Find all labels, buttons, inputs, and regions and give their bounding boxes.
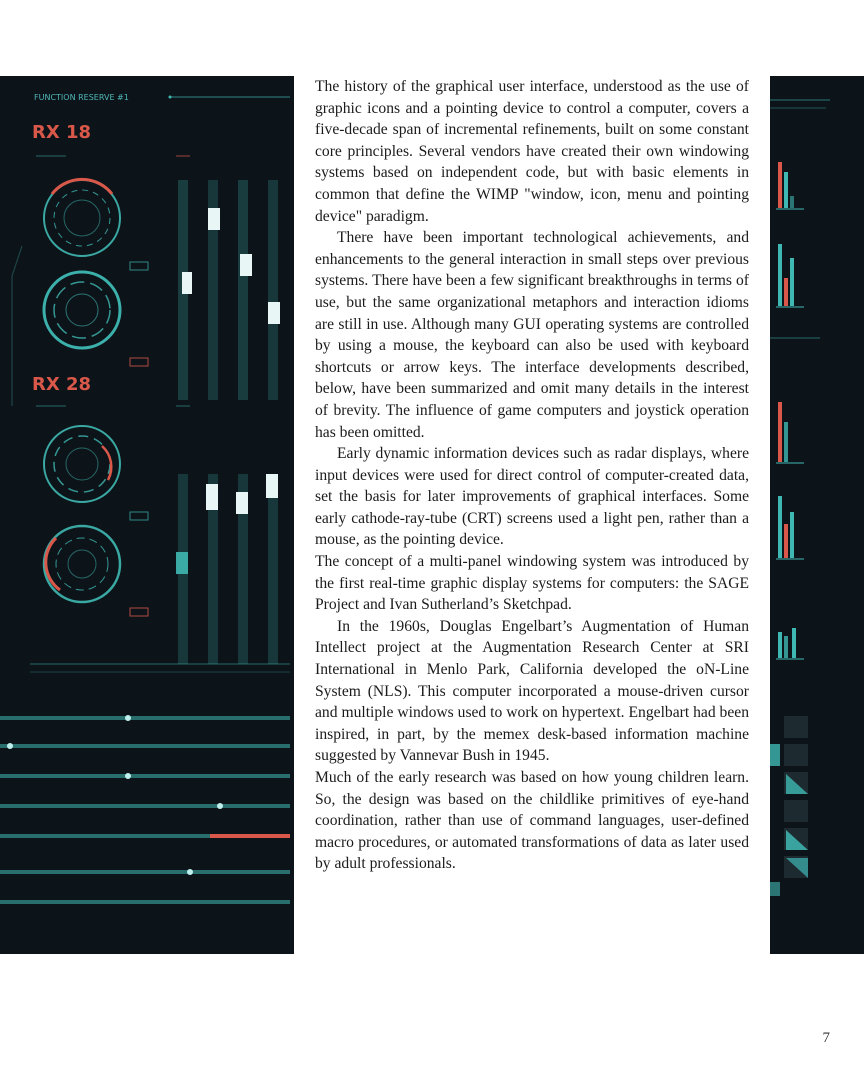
gauge-2: [44, 272, 120, 348]
article-column: [294, 76, 770, 954]
mini-bar-chart-4: [776, 496, 804, 559]
page-number: 7: [822, 1030, 830, 1046]
slider-bank-upper: [178, 180, 280, 400]
mini-bar-chart-3: [776, 402, 804, 463]
panel-title-label: FUNCTION RESERVE #1: [34, 93, 129, 102]
hud-artwork-right: [770, 76, 864, 954]
tile-grid: [770, 716, 808, 896]
paragraph-4: The concept of a multi-panel windowing system was introduced by the first real-time graphic display systems for computers: the SAGE Project and Ivan Sutherland’s Sketchpad.: [315, 553, 749, 614]
mini-bar-chart-1: [776, 162, 804, 209]
rx-28-label: RX 28: [32, 374, 92, 395]
paragraph-6: Much of the early research was based on how young children learn. So, the design was based on the childlike primitives of eye-hand coordination, rather than use of command languages, user-defined macro procedures, or automated transformations of data as later used by adult professionals.: [315, 769, 749, 873]
mini-bar-chart-2: [776, 244, 804, 307]
gauge-1: [44, 179, 120, 256]
paragraph-5: In the 1960s, Douglas Engelbart’s Augmentation of Human Intellect project at the Augmentation Research Center at SRI International in Menlo Park, California developed the oN-Line System (NLS). This computer incorporated a mouse-driven cursor and multiple windows used to work on hypertext. Engelbart had been inspired, in part, by the memex desk-based information machine suggested by Vannevar Bush in 1945.: [315, 617, 749, 765]
paragraph-3: Early dynamic information devices such as radar displays, where input devices were used for direct control of computer-created data, set the basis for later improvements of graphical interfaces. Some early cathode-ray-tube (CRT) screens used a light pen, rather than a mouse, as the pointing device.: [315, 445, 749, 549]
gauge-4: [44, 526, 120, 602]
horizontal-tracks: [0, 715, 290, 902]
rx-18-label: RX 18: [32, 122, 92, 143]
paragraph-2: There have been important technological achievements, and enhancements to the general interaction in small steps over previous systems. There have been a few significant breakthroughs in terms of use, but the same organizational metaphors and interaction idioms are still in use. Although many GUI operating systems are controlled by using a mouse, the keyboard can also be used with keyboard shortcuts or arrow keys. The interface developments described, below, have been summarized and omit many details in the interest of brevity. The influence of game computers and joystick operation has been omitted.: [315, 229, 749, 441]
paragraph-1: The history of the graphical user interface, understood as the use of graphic icons and a pointing device to control a computer, covers a five-decade span of incremental refinements, built on some constant core principles. Several vendors have created their own windowing systems based on independent code, but with basic elements in common that define the WIMP "window, icon, menu and pointing device" paradigm.: [315, 78, 749, 225]
hud-artwork-left: [0, 76, 294, 954]
mini-bar-chart-5: [776, 628, 804, 659]
gauge-3: [44, 426, 120, 502]
slider-bank-lower: [176, 474, 278, 664]
